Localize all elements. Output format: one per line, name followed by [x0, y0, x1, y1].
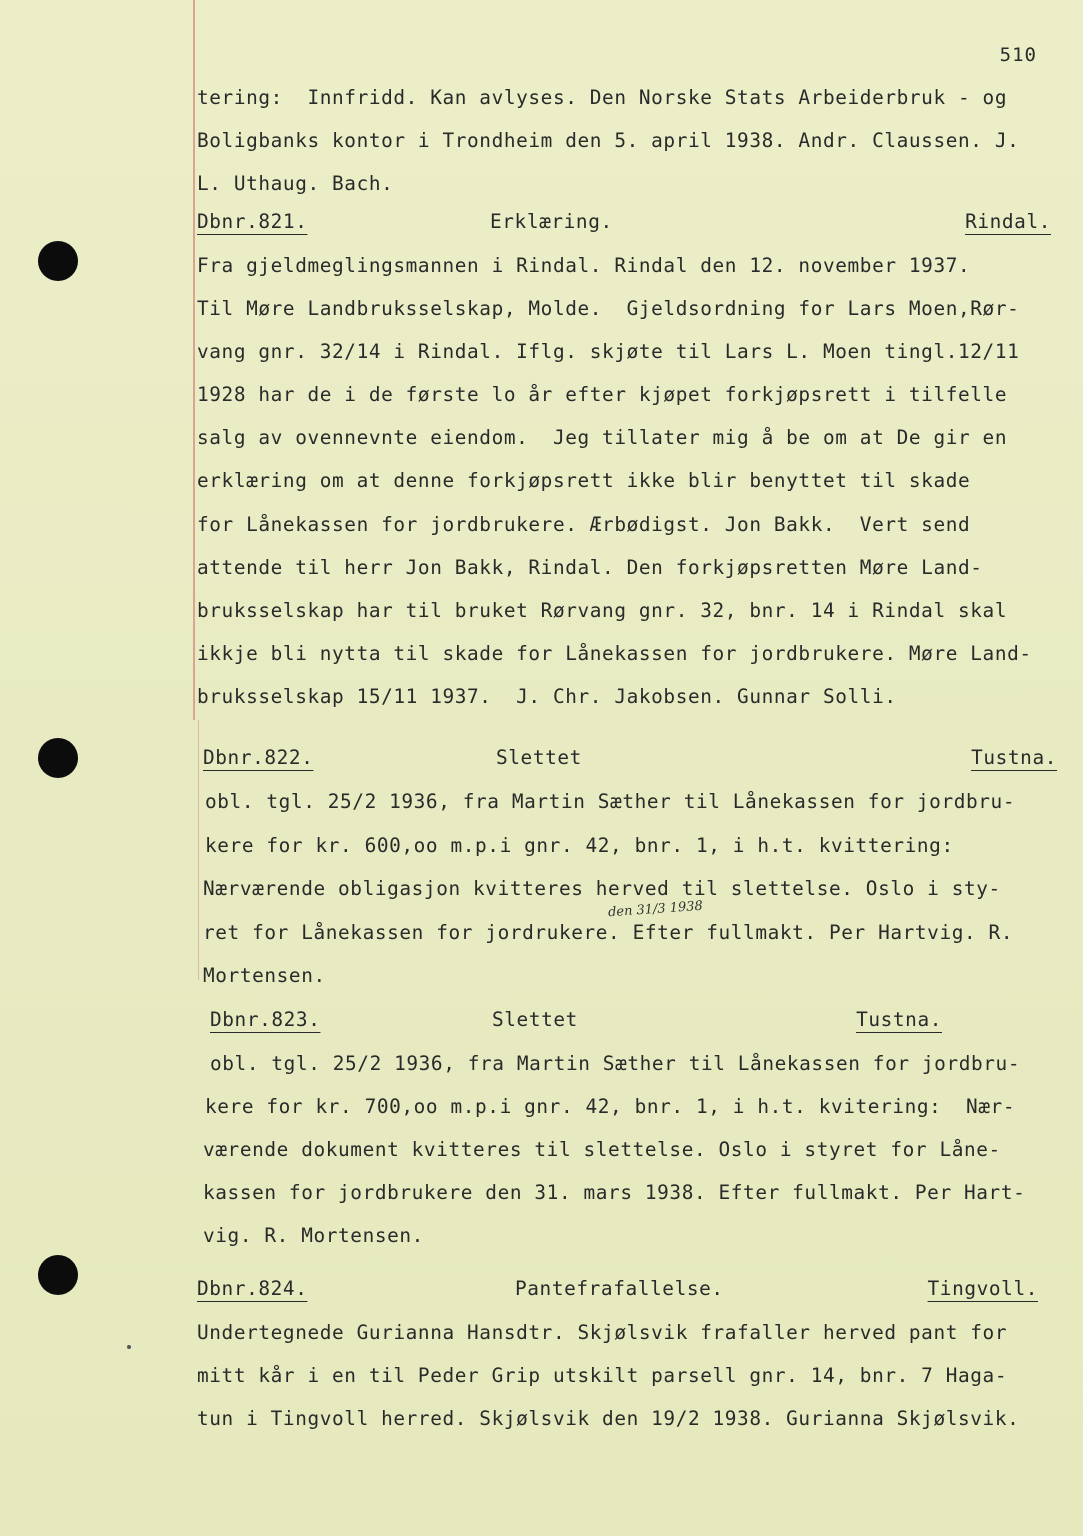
text-line: vang gnr. 32/14 i Rindal. Iflg. skjøte til Lars L. Moen tingl.12/11 [197, 340, 1020, 363]
entry-number: Dbnr.824. [197, 1277, 308, 1300]
entry-type: Pantefrafallelse. [515, 1277, 724, 1300]
page-number: 510 [999, 44, 1037, 66]
text-line: værende dokument kvitteres til slettelse. Oslo i styret for Låne- [203, 1138, 1001, 1161]
text-line: 1928 har de i de første lo år efter kjøpet forkjøpsrett i tilfelle [197, 383, 1008, 406]
entry-place: Tustna. [971, 746, 1057, 769]
text-line: for Lånekassen for jordbrukere. Ærbødigst. Jon Bakk. Vert send [197, 513, 971, 536]
entry-number: Dbnr.822. [203, 746, 314, 769]
text-line: kere for kr. 600,oo m.p.i gnr. 42, bnr. 1, i h.t. kvittering: [205, 834, 954, 857]
text-line: kere for kr. 700,oo m.p.i gnr. 42, bnr. 1, i h.t. kvitering: Nær- [205, 1095, 1016, 1118]
text-line: kassen for jordbrukere den 31. mars 1938. Efter fullmakt. Per Hart- [203, 1181, 1026, 1204]
text-line: Undertegnede Gurianna Hansdtr. Skjølsvik frafaller herved pant for [197, 1321, 1008, 1344]
text-line: tun i Tingvoll herred. Skjølsvik den 19/2 1938. Gurianna Skjølsvik. [197, 1407, 1020, 1430]
handwritten-date-annotation: den 31/3 1938 [607, 898, 704, 921]
text-line: Fra gjeldmeglingsmannen i Rindal. Rindal den 12. november 1937. [197, 254, 971, 277]
entry-header [210, 1008, 1037, 1036]
text-line: vig. R. Mortensen. [203, 1224, 424, 1247]
text-line: erklæring om at denne forkjøpsrett ikke blir benyttet til skade [197, 469, 971, 492]
text-line: attende til herr Jon Bakk, Rindal. Den forkjøpsretten Møre Land- [197, 556, 983, 579]
entry-header [197, 210, 1051, 238]
ink-speck [127, 1345, 131, 1349]
entry-type: Erklæring. [490, 210, 613, 233]
text-line: salg av ovennevnte eiendom. Jeg tillater mig å be om at De gir en [197, 426, 1008, 449]
entry-place: Rindal. [965, 210, 1051, 233]
punch-hole [38, 241, 78, 281]
punch-hole [38, 1255, 78, 1295]
text-line: Boligbanks kontor i Trondheim den 5. april 1938. Andr. Claussen. J. [197, 129, 1020, 152]
text-line: ikkje bli nytta til skade for Lånekassen for jordbrukere. Møre Land- [197, 642, 1032, 665]
text-line: Mortensen. [203, 964, 326, 987]
entry-header [203, 746, 1057, 774]
entry-type: Slettet [492, 1008, 578, 1031]
entry-header [197, 1277, 1038, 1305]
margin-rule [193, 0, 195, 720]
text-line: obl. tgl. 25/2 1936, fra Martin Sæther til Lånekassen for jordbru- [205, 790, 1016, 813]
entry-number: Dbnr.821. [197, 210, 308, 233]
punch-hole [38, 738, 78, 778]
entry-place: Tustna. [856, 1008, 942, 1031]
text-line: bruksselskap har til bruket Rørvang gnr. 32, bnr. 14 i Rindal skal [197, 599, 1008, 622]
text-line: Til Møre Landbruksselskap, Molde. Gjeldsordning for Lars Moen,Rør- [197, 297, 1020, 320]
text-line: obl. tgl. 25/2 1936, fra Martin Sæther til Lånekassen for jordbru- [210, 1052, 1021, 1075]
entry-type: Slettet [496, 746, 582, 769]
text-line: Nærværende obligasjon kvitteres herved til slettelse. Oslo i sty- [203, 877, 1001, 900]
text-line: L. Uthaug. Bach. [197, 172, 394, 195]
text-line: bruksselskap 15/11 1937. J. Chr. Jakobsen. Gunnar Solli. [197, 685, 897, 708]
text-line: ret for Lånekassen for jordrukere. Efter fullmakt. Per Hartvig. R. [203, 921, 1014, 944]
text-line: mitt kår i en til Peder Grip utskilt parsell gnr. 14, bnr. 7 Haga- [197, 1364, 1008, 1387]
text-line: tering: Innfridd. Kan avlyses. Den Norske Stats Arbeiderbruk - og [197, 86, 1008, 109]
entry-place: Tingvoll. [927, 1277, 1038, 1300]
entry-number: Dbnr.823. [210, 1008, 321, 1031]
margin-rule-lower [198, 720, 199, 980]
